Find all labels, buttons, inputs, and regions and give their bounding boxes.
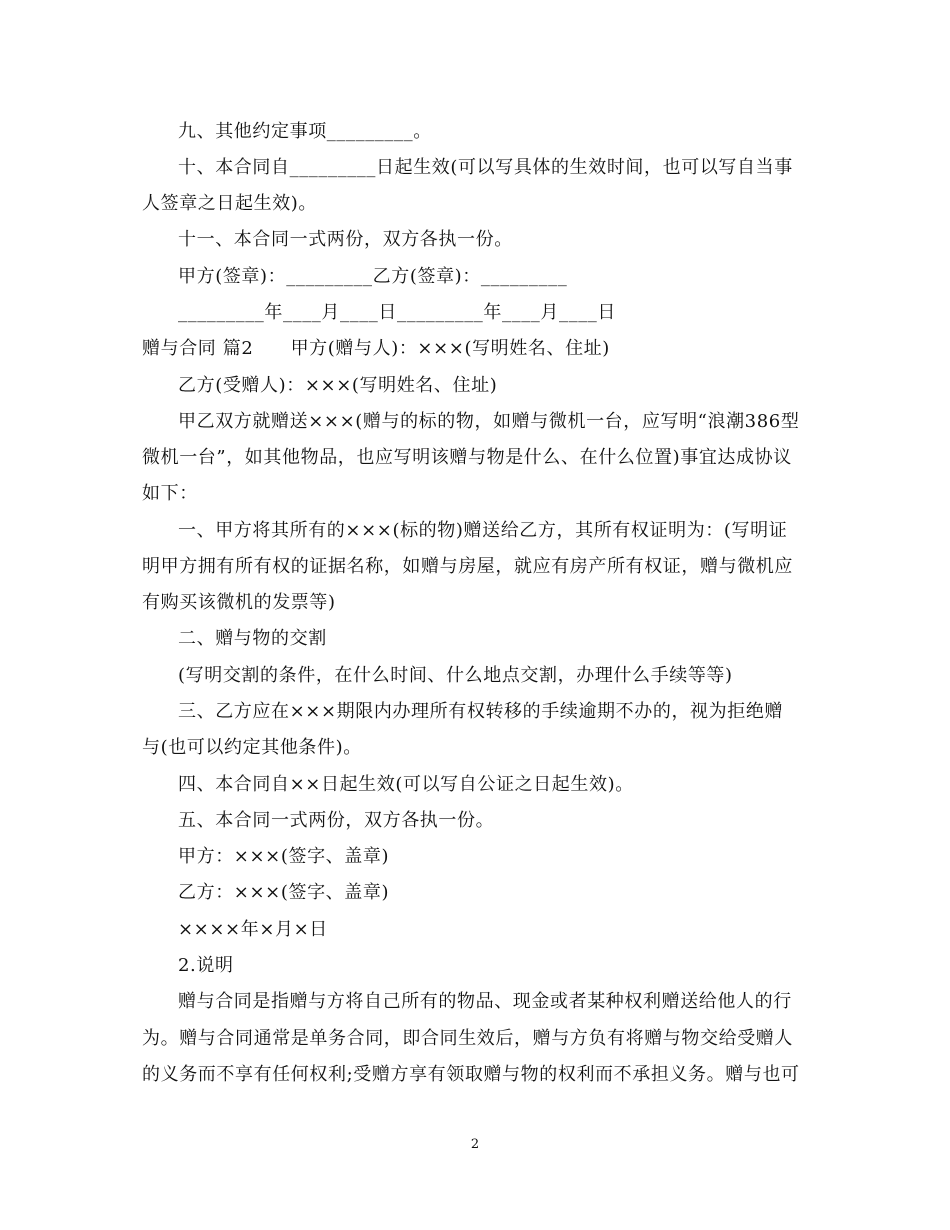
page-number: 2 [470, 1137, 480, 1152]
text-line: 九、其他约定事项_________。 [178, 121, 432, 142]
text-line: 甲乙双方就赠送×××(赠与的标的物，如赠与微机一台，应写明“浪潮386型 [178, 411, 800, 432]
text-line: 二、赠与物的交割 [178, 628, 327, 649]
text-line: 有购买该微机的发票等) [142, 592, 336, 613]
section-heading: 赠与合同 篇2 甲方(赠与人)：×××(写明姓名、住址) [142, 338, 610, 359]
text-line: 四、本合同自××日起生效(可以写自公证之日起生效)。 [178, 774, 634, 795]
text-line: 如下： [142, 483, 198, 504]
text-line: 乙方：×××(签字、盖章) [178, 882, 390, 903]
text-line: 为。赠与合同通常是单务合同，即合同生效后，赠与方负有将赠与物交给受赠人 [142, 1028, 793, 1049]
text-line: 三、乙方应在×××期限内办理所有权转移的手续逾期不办的，视为拒绝赠 [178, 701, 784, 722]
text-line: 十一、本合同一式两份，双方各执一份。 [178, 229, 513, 250]
text-line: _________年____月____日_________年____月____日 [178, 302, 616, 323]
text-line: 与(也可以约定其他条件)。 [142, 737, 362, 758]
text-line: 的义务而不享有任何权利;受赠方享有领取赠与物的权利而不承担义务。赠与也可 [142, 1064, 800, 1085]
text-line: 赠与合同是指赠与方将自己所有的物品、现金或者某种权利赠送给他人的行 [178, 991, 792, 1012]
text-line: 五、本合同一式两份，双方各执一份。 [178, 810, 495, 831]
text-line: 甲方(签章)：_________乙方(签章)：_________ [178, 266, 568, 287]
section-heading: 2.说明 [178, 955, 234, 976]
text-line: (写明交割的条件，在什么时间、什么地点交割，办理什么手续等等) [178, 665, 733, 686]
text-line: 甲方：×××(签字、盖章) [178, 846, 390, 867]
text-line: 乙方(受赠人)：×××(写明姓名、住址) [178, 375, 498, 396]
text-line: 十、本合同自_________日起生效(可以写具体的生效时间，也可以写自当事 [178, 157, 793, 178]
text-line: 一、甲方将其所有的×××(标的物)赠送给乙方，其所有权证明为：(写明证 [178, 520, 788, 541]
text-line: 明甲方拥有所有权的证据名称，如赠与房屋，就应有房产所有权证，赠与微机应 [142, 556, 793, 577]
text-line: 微机一台”，如其他物品，也应写明该赠与物是什么、在什么位置)事宜达成协议 [142, 447, 792, 468]
text-line: 人签章之日起生效)。 [142, 193, 318, 214]
text-line: ××××年×月×日 [178, 919, 328, 940]
